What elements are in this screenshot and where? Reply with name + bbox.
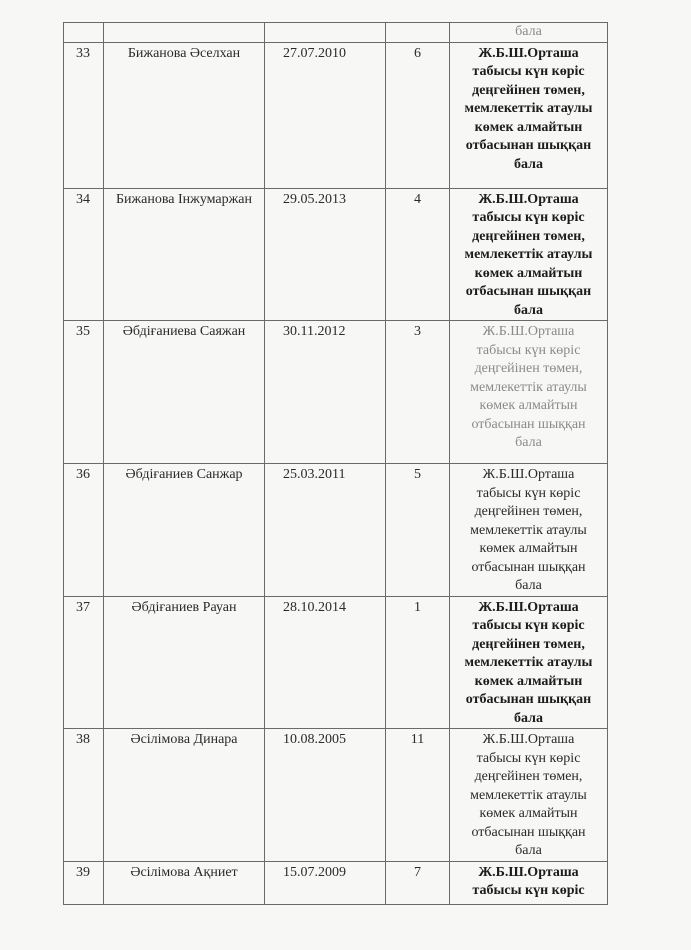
birth-date: 15.07.2009 <box>265 861 386 904</box>
category-description <box>450 861 608 904</box>
cell-empty <box>104 23 265 43</box>
category-description <box>450 321 608 464</box>
row-number: 39 <box>64 861 104 904</box>
table-row <box>64 596 608 729</box>
birth-date: 10.08.2005 <box>265 729 386 862</box>
age: 1 <box>386 596 450 729</box>
table-row-continued <box>64 23 608 43</box>
cell-empty <box>386 23 450 43</box>
child-name: Бижанова Інжумаржан <box>104 188 265 321</box>
row-number: 38 <box>64 729 104 862</box>
row-number: 37 <box>64 596 104 729</box>
age: 6 <box>386 42 450 188</box>
continued-description: бала <box>450 23 608 43</box>
birth-date: 30.11.2012 <box>265 321 386 464</box>
category-description <box>450 188 608 321</box>
table-row <box>64 729 608 862</box>
birth-date: 25.03.2011 <box>265 464 386 597</box>
description-text: Ж.Б.Ш.Орташа табысы күн көріс деңгейінен төмен, мемлекеттік атаулы көмек алмайтын отбасынан шыққан бала <box>470 467 587 593</box>
age: 11 <box>386 729 450 862</box>
row-number: 35 <box>64 321 104 464</box>
child-name: Әбдіғаниев Рауан <box>104 596 265 729</box>
age: 7 <box>386 861 450 904</box>
child-name: Әбдіғаниев Санжар <box>104 464 265 597</box>
row-number: 34 <box>64 188 104 321</box>
child-name: Бижанова Әселхан <box>104 42 265 188</box>
birth-date: 29.05.2013 <box>265 188 386 321</box>
table-row <box>64 321 608 464</box>
row-number: 33 <box>64 42 104 188</box>
description-text: Ж.Б.Ш.Орташа табысы күн көріс деңгейінен төмен, мемлекеттік атаулы көмек алмайтын отбасынан шыққан бала <box>464 599 593 726</box>
description-text: Ж.Б.Ш.Орташа табысы күн көріс <box>472 864 585 898</box>
table-row <box>64 464 608 597</box>
description-text: Ж.Б.Ш.Орташа табысы күн көріс деңгейінен төмен, мемлекеттік атаулы көмек алмайтын отбасынан шыққан бала <box>464 191 593 318</box>
table-row <box>64 861 608 904</box>
description-text: Ж.Б.Ш.Орташа табысы күн көріс деңгейінен төмен, мемлекеттік атаулы көмек алмайтын отбасынан шыққан бала <box>470 732 587 858</box>
table-row <box>64 42 608 188</box>
child-name: Әбдіғаниева Саяжан <box>104 321 265 464</box>
category-description <box>450 729 608 862</box>
table-row <box>64 188 608 321</box>
category-description <box>450 464 608 597</box>
description-text: Ж.Б.Ш.Орташа табысы күн көріс деңгейінен төмен, мемлекеттік атаулы көмек алмайтын отбасынан шыққан бала <box>464 45 593 172</box>
age: 5 <box>386 464 450 597</box>
category-description <box>450 596 608 729</box>
age: 3 <box>386 321 450 464</box>
description-text: Ж.Б.Ш.Орташа табысы күн көріс деңгейінен төмен, мемлекеттік атаулы көмек алмайтын отбасынан шыққан бала <box>470 324 587 450</box>
birth-date: 27.07.2010 <box>265 42 386 188</box>
cell-empty <box>64 23 104 43</box>
row-number: 36 <box>64 464 104 597</box>
cell-empty <box>265 23 386 43</box>
child-name: Әсілімова Ақниет <box>104 861 265 904</box>
children-list-table <box>63 22 608 905</box>
age: 4 <box>386 188 450 321</box>
birth-date: 28.10.2014 <box>265 596 386 729</box>
category-description <box>450 42 608 188</box>
child-name: Әсілімова Динара <box>104 729 265 862</box>
